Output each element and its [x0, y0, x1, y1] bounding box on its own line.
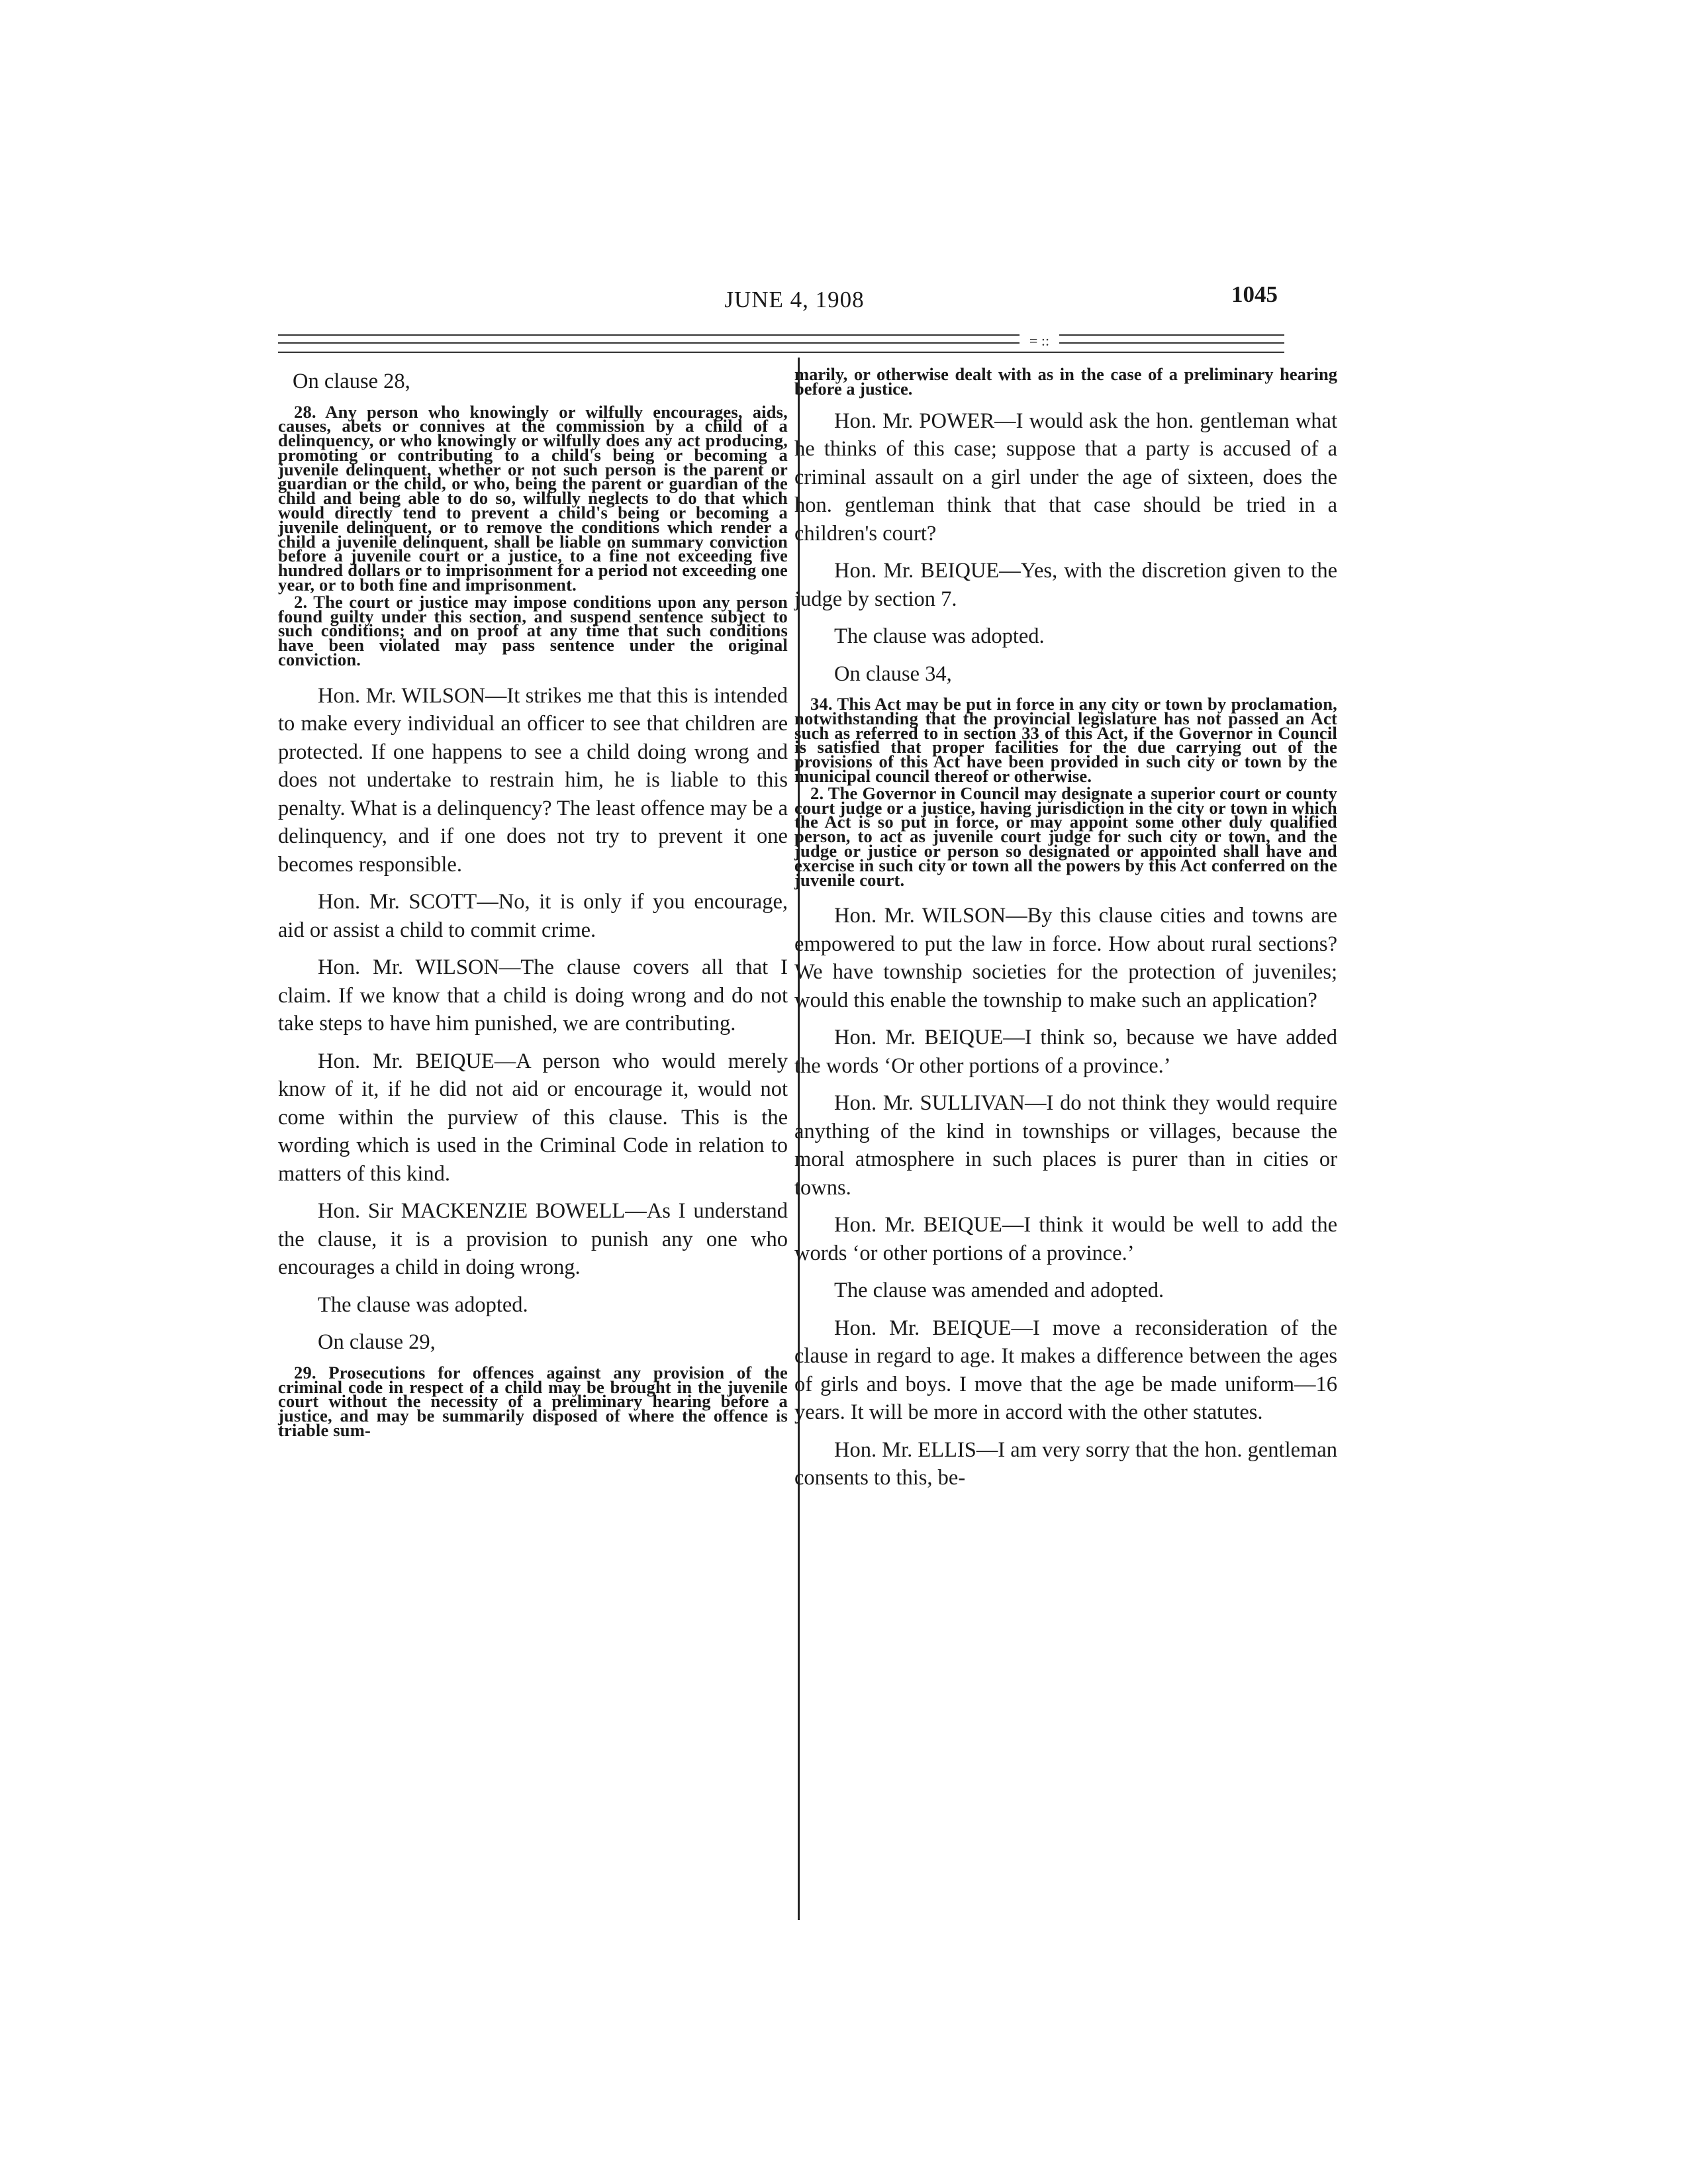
speech-paragraph: Hon. Mr. BEIQUE—Yes, with the discretion given to the judge by section 7.: [794, 559, 1337, 611]
speech-paragraph: Hon. Mr. WILSON—By this clause cities and towns are empowered to put the law in force. How about rural sections? We have township societies for the protection of juveniles; would this enable the township to make such an application?: [794, 904, 1337, 1012]
speech-paragraph: Hon. Sir MACKENZIE BOWELL—As I understand the clause, it is a provision to punish any one who encourages a child in doing wrong.: [278, 1199, 788, 1280]
rule-ornament: = ::: [1020, 331, 1059, 351]
clause-heading: On clause 34,: [834, 661, 952, 686]
clause-text: 28. Any person who knowingly or wilfully encourages, aids, causes, abets or connives at the commission by a child of a delinquency, or who knowingly or wilfully does any act producing, promoting or contributing to a child's being or becoming a juvenile delinquent, whether or not such person is the parent or guardian or the child, or who, being the parent or guardian of the child and being able to do so, wilfully neglects to do that which would directly tend to prevent a child's being or becoming a juvenile delinquent, or to remove the conditions which render a child a juvenile delinquent, shall be liable on summary conviction before a juvenile court or a justice, to a fine not exceeding five hundred dollars or to imprisonment for a period not exceeding one year, or to both fine and imprisonment.: [278, 401, 788, 595]
procedural-note: The clause was adopted.: [834, 624, 1045, 649]
right-column: [794, 364, 1337, 1502]
speech-paragraph: Hon. Mr. WILSON—It strikes me that this is intended to make every individual an officer to see that children are protected. If one happens to see a child doing wrong and does not undertake to restrain him, he is liable to this penalty. What is a delinquency? The least offence may be a delinquency, and if one does not try to prevent it one becomes responsible.: [278, 683, 788, 877]
clause-text: 29. Prosecutions for offences against any provision of the criminal code in respect of a child may be brought in the juvenile court without the necessity of a preliminary hearing before a justice, and may be summarily disposed of where the offence is triable sum-: [278, 1362, 788, 1441]
speech-paragraph: Hon. Mr. BEIQUE—I think it would be well to add the words ‘or other portions of a province.’: [794, 1213, 1337, 1265]
speech-paragraph: Hon. Mr. SULLIVAN—I do not think they would require anything of the kind in townships or villages, because the moral atmosphere in such places is purer than in cities or towns.: [794, 1091, 1337, 1200]
speech-paragraph: Hon. Mr. SCOTT—No, it is only if you encourage, aid or assist a child to commit crime.: [278, 890, 788, 942]
page-date: JUNE 4, 1908: [724, 287, 865, 313]
left-column: [278, 367, 788, 1441]
clause-text-continued: marily, or otherwise dealt with as in the case of a preliminary hearing before a justice.: [794, 364, 1337, 399]
clause-text: 2. The Governor in Council may designate a superior court or county court judge or a justice, having jurisdiction in the city or town in which the Act is so put in force, or may appoint some other duly qualified person, to act as juvenile court judge for such city or town, and the judge or justice or person so designated or appointed shall have and exercise in such city or town all the powers by this Act conferred on the juvenile court.: [794, 783, 1337, 890]
clause-heading: On clause 28,: [293, 369, 410, 393]
clause-heading: On clause 29,: [318, 1330, 436, 1355]
clause-text: 2. The court or justice may impose conditions upon any person found guilty under this section, and suspend sentence subject to such conditions; and on proof at any time that such conditions have been violated may pass sentence under the original conviction.: [278, 591, 788, 670]
header-rule-middle: [278, 342, 1284, 344]
procedural-note: The clause was amended and adopted.: [834, 1279, 1164, 1303]
speech-paragraph: Hon. Mr. POWER—I would ask the hon. gentleman what he thinks of this case; suppose that a party is accused of a criminal assault on a girl under the age of sixteen, does the hon. gentleman think that that case should be tried in a children's court?: [794, 409, 1337, 546]
speech-paragraph: Hon. Mr. ELLIS—I am very sorry that the hon. gentleman consents to this, be-: [794, 1437, 1337, 1490]
header-rule-bottom: [278, 352, 1284, 353]
page-number: 1045: [1231, 281, 1278, 307]
speech-paragraph: Hon. Mr. WILSON—The clause covers all that I claim. If we know that a child is doing wrong and do not take steps to have him punished, we are contributing.: [278, 955, 788, 1036]
procedural-note: The clause was adopted.: [318, 1292, 528, 1317]
speech-paragraph: Hon. Mr. BEIQUE—I think so, because we have added the words ‘Or other portions of a province.’: [794, 1026, 1337, 1078]
header-rule-top: [278, 334, 1284, 336]
clause-text: 34. This Act may be put in force in any city or town by proclamation, notwithstanding that the provincial legislature has not passed an Act such as referred to in section 33 of this Act, if the Governor in Council is satisfied that proper facilities for the due carrying out of the provisions of this Act have been provided in such city or town by the municipal council thereof or otherwise.: [794, 694, 1337, 787]
speech-paragraph: Hon. Mr. BEIQUE—A person who would merely know of it, if he did not aid or encourage it, would not come within the purview of this clause. This is the wording which is used in the Criminal Code in relation to matters of this kind.: [278, 1049, 788, 1186]
speech-paragraph: Hon. Mr. BEIQUE—I move a reconsideration of the clause in regard to age. It makes a difference between the ages of girls and boys. I move that the age be made uniform—16 years. It will be more in accord with the other statutes.: [794, 1316, 1337, 1425]
